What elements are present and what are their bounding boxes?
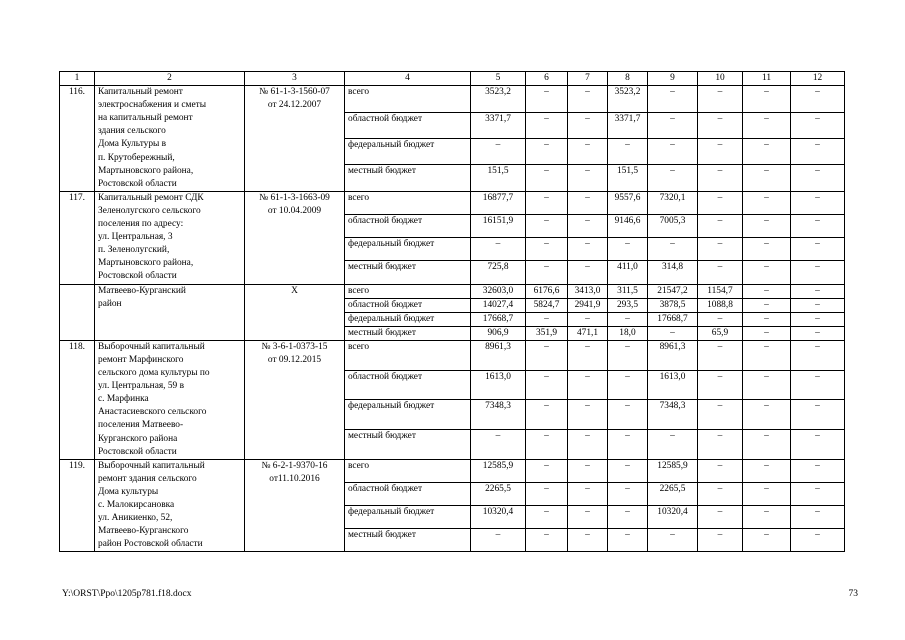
- value-cell: –: [568, 138, 608, 164]
- description-line: Ростовской области: [98, 446, 177, 457]
- funding-source-cell: всего: [345, 340, 471, 370]
- value-cell: –: [568, 86, 608, 112]
- value-cell: –: [698, 86, 743, 112]
- value-cell: 10320,4: [471, 506, 526, 529]
- value-cell: –: [471, 529, 526, 552]
- value-cell: –: [791, 429, 845, 459]
- value-cell: –: [568, 482, 608, 505]
- value-cell: 151,5: [471, 165, 526, 191]
- value-cell: 21547,2: [648, 284, 698, 298]
- value-cell: –: [568, 506, 608, 529]
- reference-line: от 10.04.2009: [267, 205, 322, 216]
- value-cell: –: [743, 312, 791, 326]
- entry-number-cell: 119.: [60, 459, 95, 552]
- column-number-cell: 12: [791, 72, 845, 86]
- value-cell: –: [743, 191, 791, 214]
- value-cell: –: [698, 482, 743, 505]
- reference-line: № 61-1-3-1560-07: [259, 87, 330, 98]
- table-row: [60, 340, 845, 370]
- description-line: Капитальный ремонт: [98, 87, 183, 98]
- funding-source-cell: федеральный бюджет: [345, 238, 471, 261]
- value-cell: 2265,5: [648, 482, 698, 505]
- value-cell: –: [526, 86, 568, 112]
- reference-line: от 09.12.2015: [267, 354, 322, 365]
- value-cell: –: [568, 459, 608, 482]
- value-cell: –: [608, 312, 648, 326]
- expertise-reference-cell: [245, 86, 345, 192]
- value-cell: –: [648, 138, 698, 164]
- value-cell: –: [608, 370, 648, 400]
- description-line: Зеленолугского сельского: [98, 205, 201, 216]
- value-cell: –: [743, 86, 791, 112]
- value-cell: –: [608, 459, 648, 482]
- value-cell: –: [648, 112, 698, 138]
- value-cell: –: [526, 238, 568, 261]
- value-cell: –: [698, 459, 743, 482]
- description-line: Матвеево-Курганского: [98, 526, 189, 537]
- value-cell: –: [608, 482, 648, 505]
- value-cell: –: [743, 459, 791, 482]
- value-cell: –: [526, 529, 568, 552]
- object-description-cell: [95, 340, 245, 459]
- reference-line: от 24.12.2007: [267, 100, 322, 111]
- value-cell: 151,5: [608, 165, 648, 191]
- value-cell: 906,9: [471, 326, 526, 340]
- funding-source-cell: всего: [345, 459, 471, 482]
- value-cell: 3523,2: [471, 86, 526, 112]
- value-cell: –: [608, 506, 648, 529]
- value-cell: 32603,0: [471, 284, 526, 298]
- table-row: [60, 191, 845, 214]
- value-cell: –: [568, 429, 608, 459]
- value-cell: 7005,3: [648, 215, 698, 238]
- value-cell: –: [568, 400, 608, 430]
- reference-line: от11.10.2016: [269, 473, 320, 484]
- value-cell: –: [568, 215, 608, 238]
- value-cell: 293,5: [608, 298, 648, 312]
- value-cell: –: [608, 429, 648, 459]
- value-cell: –: [698, 215, 743, 238]
- column-number-cell: 8: [608, 72, 648, 86]
- expertise-reference-cell: [245, 340, 345, 459]
- value-cell: –: [743, 238, 791, 261]
- value-cell: –: [526, 459, 568, 482]
- funding-source-cell: областной бюджет: [345, 112, 471, 138]
- value-cell: 1613,0: [471, 370, 526, 400]
- funding-source-cell: областной бюджет: [345, 482, 471, 505]
- value-cell: –: [698, 429, 743, 459]
- description-line: Капитальный ремонт СДК: [98, 192, 204, 203]
- value-cell: –: [743, 340, 791, 370]
- column-number-cell: 1: [60, 72, 95, 86]
- column-number-row: [60, 72, 845, 86]
- value-cell: –: [568, 529, 608, 552]
- funding-source-cell: областной бюджет: [345, 370, 471, 400]
- description-line: Матвеево-Курганский: [98, 285, 186, 296]
- description-line: ремонт Марфинского: [98, 354, 184, 365]
- value-cell: –: [743, 529, 791, 552]
- value-cell: –: [791, 165, 845, 191]
- description-line: район: [98, 298, 122, 309]
- description-line: ул. Центральная, 59 в: [98, 381, 185, 392]
- funding-source-cell: местный бюджет: [345, 165, 471, 191]
- description-line: Ростовской области: [98, 271, 177, 282]
- value-cell: 10320,4: [648, 506, 698, 529]
- value-cell: –: [526, 215, 568, 238]
- value-cell: –: [526, 191, 568, 214]
- value-cell: –: [526, 340, 568, 370]
- value-cell: –: [698, 400, 743, 430]
- column-number-cell: 3: [245, 72, 345, 86]
- description-line: Дома культуры: [98, 486, 159, 497]
- value-cell: 314,8: [648, 261, 698, 284]
- value-cell: 5824,7: [526, 298, 568, 312]
- object-description-cell: [95, 191, 245, 284]
- value-cell: –: [743, 370, 791, 400]
- description-line: Выборочный капитальный: [98, 460, 205, 471]
- value-cell: –: [698, 191, 743, 214]
- value-cell: –: [698, 261, 743, 284]
- description-line: поселения Матвеево-: [98, 420, 184, 431]
- value-cell: –: [698, 312, 743, 326]
- value-cell: –: [743, 506, 791, 529]
- value-cell: –: [791, 86, 845, 112]
- budget-table: [59, 71, 845, 552]
- expertise-reference-cell: [245, 191, 345, 284]
- value-cell: –: [791, 326, 845, 340]
- value-cell: 311,5: [608, 284, 648, 298]
- funding-source-cell: федеральный бюджет: [345, 138, 471, 164]
- funding-source-cell: местный бюджет: [345, 429, 471, 459]
- value-cell: –: [698, 112, 743, 138]
- funding-source-cell: местный бюджет: [345, 261, 471, 284]
- value-cell: –: [526, 506, 568, 529]
- value-cell: 8961,3: [648, 340, 698, 370]
- value-cell: 2265,5: [471, 482, 526, 505]
- value-cell: –: [698, 340, 743, 370]
- value-cell: –: [526, 165, 568, 191]
- value-cell: –: [568, 370, 608, 400]
- entry-number-cell: 116.: [60, 86, 95, 192]
- value-cell: –: [568, 191, 608, 214]
- page-number: 73: [848, 589, 858, 599]
- value-cell: 18,0: [608, 326, 648, 340]
- value-cell: –: [608, 238, 648, 261]
- value-cell: –: [698, 238, 743, 261]
- value-cell: –: [526, 138, 568, 164]
- value-cell: –: [743, 261, 791, 284]
- value-cell: –: [608, 138, 648, 164]
- value-cell: 3523,2: [608, 86, 648, 112]
- value-cell: 2941,9: [568, 298, 608, 312]
- description-line: Мартыновского района,: [98, 165, 194, 176]
- description-line: поселения по адресу:: [98, 219, 184, 230]
- value-cell: –: [743, 215, 791, 238]
- value-cell: 16877,7: [471, 191, 526, 214]
- object-description-cell: [95, 284, 245, 340]
- value-cell: –: [791, 191, 845, 214]
- value-cell: –: [568, 261, 608, 284]
- entry-number-cell: [60, 284, 95, 340]
- value-cell: –: [791, 312, 845, 326]
- value-cell: –: [698, 506, 743, 529]
- description-line: Курганского района: [98, 433, 178, 444]
- value-cell: –: [791, 138, 845, 164]
- column-number-cell: 6: [526, 72, 568, 86]
- value-cell: –: [743, 400, 791, 430]
- value-cell: –: [791, 506, 845, 529]
- value-cell: –: [791, 340, 845, 370]
- value-cell: 7320,1: [648, 191, 698, 214]
- value-cell: –: [743, 112, 791, 138]
- reference-line: № 6-2-1-9370-16: [261, 460, 328, 471]
- funding-source-cell: областной бюджет: [345, 298, 471, 312]
- column-number-cell: 7: [568, 72, 608, 86]
- value-cell: –: [526, 261, 568, 284]
- description-line: здания сельского: [98, 126, 166, 137]
- value-cell: –: [608, 400, 648, 430]
- value-cell: 12585,9: [471, 459, 526, 482]
- table-row: [60, 459, 845, 482]
- object-description-cell: [95, 459, 245, 552]
- description-line: Мартыновского района,: [98, 258, 194, 269]
- value-cell: –: [568, 112, 608, 138]
- value-cell: –: [526, 370, 568, 400]
- entry-number-cell: 117.: [60, 191, 95, 284]
- value-cell: 1088,8: [698, 298, 743, 312]
- value-cell: –: [526, 400, 568, 430]
- value-cell: 725,8: [471, 261, 526, 284]
- value-cell: 9557,6: [608, 191, 648, 214]
- funding-source-cell: федеральный бюджет: [345, 400, 471, 430]
- value-cell: 3878,5: [648, 298, 698, 312]
- table-body: [60, 72, 845, 552]
- expertise-reference-cell: [245, 459, 345, 552]
- value-cell: 8961,3: [471, 340, 526, 370]
- description-line: п. Зеленолугский,: [98, 245, 170, 256]
- column-number-cell: 2: [95, 72, 245, 86]
- value-cell: –: [698, 165, 743, 191]
- reference-line: № 3-6-1-0373-15: [261, 341, 328, 352]
- funding-source-cell: всего: [345, 284, 471, 298]
- expertise-reference-cell: [245, 284, 345, 340]
- value-cell: –: [648, 429, 698, 459]
- reference-line: № 61-1-3-1663-09: [259, 192, 330, 203]
- value-cell: –: [791, 261, 845, 284]
- value-cell: –: [648, 238, 698, 261]
- description-line: на капитальный ремонт: [98, 113, 193, 124]
- value-cell: 6176,6: [526, 284, 568, 298]
- value-cell: –: [743, 165, 791, 191]
- value-cell: 7348,3: [471, 400, 526, 430]
- value-cell: –: [698, 370, 743, 400]
- value-cell: –: [743, 284, 791, 298]
- value-cell: –: [608, 529, 648, 552]
- value-cell: –: [698, 529, 743, 552]
- value-cell: –: [648, 86, 698, 112]
- value-cell: –: [743, 298, 791, 312]
- value-cell: –: [526, 429, 568, 459]
- column-number-cell: 11: [743, 72, 791, 86]
- description-line: электроснабжения и сметы: [98, 100, 207, 111]
- value-cell: –: [471, 429, 526, 459]
- value-cell: 17668,7: [648, 312, 698, 326]
- value-cell: –: [791, 529, 845, 552]
- table-row: [60, 86, 845, 112]
- value-cell: –: [743, 138, 791, 164]
- value-cell: –: [791, 284, 845, 298]
- value-cell: –: [568, 165, 608, 191]
- funding-source-cell: областной бюджет: [345, 215, 471, 238]
- value-cell: –: [791, 400, 845, 430]
- description-line: ул. Аникиенко, 52,: [98, 513, 173, 524]
- value-cell: –: [568, 340, 608, 370]
- value-cell: –: [743, 429, 791, 459]
- value-cell: 411,0: [608, 261, 648, 284]
- value-cell: 3413,0: [568, 284, 608, 298]
- table-row: [60, 284, 845, 298]
- description-line: ремонт здания сельского: [98, 473, 197, 484]
- column-number-cell: 5: [471, 72, 526, 86]
- value-cell: –: [568, 312, 608, 326]
- value-cell: 65,9: [698, 326, 743, 340]
- funding-source-cell: федеральный бюджет: [345, 506, 471, 529]
- funding-source-cell: местный бюджет: [345, 326, 471, 340]
- value-cell: –: [608, 340, 648, 370]
- value-cell: –: [526, 112, 568, 138]
- description-line: Анастасиевского сельского: [98, 407, 207, 418]
- value-cell: 351,9: [526, 326, 568, 340]
- value-cell: 14027,4: [471, 298, 526, 312]
- value-cell: 17668,7: [471, 312, 526, 326]
- value-cell: 471,1: [568, 326, 608, 340]
- value-cell: –: [791, 215, 845, 238]
- value-cell: 3371,7: [471, 112, 526, 138]
- column-number-cell: 4: [345, 72, 471, 86]
- value-cell: 1613,0: [648, 370, 698, 400]
- funding-source-cell: всего: [345, 191, 471, 214]
- value-cell: –: [791, 370, 845, 400]
- funding-source-cell: всего: [345, 86, 471, 112]
- description-line: с. Малокирсановка: [98, 500, 175, 510]
- entry-number-cell: 118.: [60, 340, 95, 459]
- description-line: ул. Центральная, 3: [98, 232, 173, 243]
- value-cell: –: [471, 238, 526, 261]
- value-cell: –: [526, 312, 568, 326]
- funding-source-cell: федеральный бюджет: [345, 312, 471, 326]
- description-line: сельского дома культуры по: [98, 368, 210, 379]
- value-cell: –: [648, 326, 698, 340]
- value-cell: 12585,9: [648, 459, 698, 482]
- value-cell: –: [791, 298, 845, 312]
- column-number-cell: 10: [698, 72, 743, 86]
- value-cell: –: [526, 482, 568, 505]
- column-number-cell: 9: [648, 72, 698, 86]
- value-cell: 16151,9: [471, 215, 526, 238]
- value-cell: –: [648, 529, 698, 552]
- value-cell: –: [471, 138, 526, 164]
- value-cell: –: [791, 112, 845, 138]
- description-line: Ростовской области: [98, 178, 177, 189]
- value-cell: –: [568, 238, 608, 261]
- value-cell: 3371,7: [608, 112, 648, 138]
- description-line: Дома Культуры в: [98, 139, 167, 150]
- description-line: п. Крутобережный,: [98, 152, 175, 163]
- value-cell: 1154,7: [698, 284, 743, 298]
- value-cell: –: [791, 238, 845, 261]
- value-cell: –: [698, 138, 743, 164]
- value-cell: –: [791, 482, 845, 505]
- value-cell: –: [743, 482, 791, 505]
- value-cell: 7348,3: [648, 400, 698, 430]
- value-cell: 9146,6: [608, 215, 648, 238]
- footer-file-path: Y:\ORST\Ppo\1205p781.f18.docx: [62, 589, 192, 599]
- object-description-cell: [95, 86, 245, 192]
- value-cell: –: [743, 326, 791, 340]
- value-cell: –: [648, 165, 698, 191]
- description-line: с. Марфинка: [98, 394, 149, 405]
- funding-source-cell: местный бюджет: [345, 529, 471, 552]
- description-line: Выборочный капитальный: [98, 341, 205, 352]
- reference-line: X: [291, 285, 298, 296]
- value-cell: –: [791, 459, 845, 482]
- description-line: район Ростовской области: [98, 539, 203, 550]
